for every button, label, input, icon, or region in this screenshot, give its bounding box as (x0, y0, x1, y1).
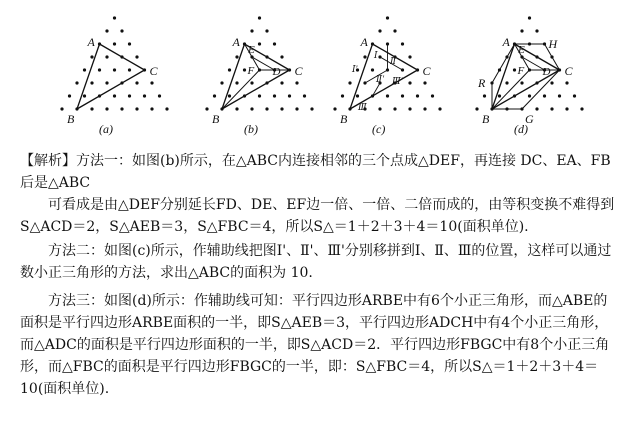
lattice-dot (113, 68, 116, 71)
lattice-dot (565, 81, 568, 84)
lattice-dot (295, 107, 298, 110)
figure-c (333, 16, 441, 136)
lattice-dot (90, 107, 93, 110)
lattice-dot (550, 81, 553, 84)
lattice-dot (120, 107, 123, 110)
lattice-dot (113, 94, 116, 97)
lattice-dot (143, 94, 146, 97)
lattice-dot (505, 81, 508, 84)
label-b: B (212, 112, 220, 126)
lattice-dot (235, 55, 238, 58)
side-ab (77, 44, 100, 109)
lattice-dot (90, 55, 93, 58)
lattice-dot (423, 81, 426, 84)
lattice-dot (280, 107, 283, 110)
mark-region-i-prime: Ⅰ' (352, 64, 358, 74)
lattice-dot (295, 81, 298, 84)
lattice-dot (408, 81, 411, 84)
lattice-dot (401, 94, 404, 97)
figure-panel (0, 0, 640, 140)
lattice-dot (250, 107, 253, 110)
lattice-dot (128, 94, 131, 97)
solution-method-three: 方法三：如图(d)所示：作辅助线可知：平行四边形ARBE中有6个小正三角形，而△ABE的面积是平行四边形ARBE面积的一半，即S△AEB＝3，平行四边形ADCH中有4个小正三角形，而△ADC的面积是平行四边形面积的一半，即S△ACD＝2．平行四边形FBGC中有8个小正三角形，而△FBC的面积是平行四边形FBGC的一半，即：S△FBC＝4，所以S△＝1＋2＋3＋4＝10(面积单位). (20, 293, 610, 397)
lattice-dot (105, 81, 108, 84)
label-b: B (482, 112, 490, 126)
label-c: C (564, 64, 573, 78)
lattice-dot (258, 42, 261, 45)
label-a: A (502, 35, 510, 49)
lattice-dot (363, 55, 366, 58)
lattice-dot (235, 107, 238, 110)
lattice-dot (513, 68, 516, 71)
label-d: D (542, 66, 551, 78)
lattice-dot (75, 81, 78, 84)
lattice-dot (416, 94, 419, 97)
lattice-dot (90, 81, 93, 84)
label-b: B (340, 112, 348, 126)
lattice-dot (68, 94, 71, 97)
lattice-dot (98, 68, 101, 71)
lattice-dot (303, 94, 306, 97)
lattice-dot (120, 29, 123, 32)
lattice-dot (165, 107, 168, 110)
figure-caption: (d) (514, 122, 528, 136)
lattice-dot (528, 16, 531, 19)
figure-d (475, 16, 583, 136)
figure-caption: (c) (372, 122, 386, 136)
label-f: F (517, 65, 525, 77)
label-f: F (247, 65, 255, 77)
lattice-dot (113, 42, 116, 45)
lattice-dot (371, 68, 374, 71)
lattice-dot (83, 94, 86, 97)
lattice-dot (386, 16, 389, 19)
mark-region-ii-prime: Ⅱ' (376, 74, 385, 84)
lattice-dot (235, 81, 238, 84)
lattice-dot (228, 94, 231, 97)
lattice-dot (423, 107, 426, 110)
lattice-dot (280, 55, 283, 58)
lattice-dot (356, 94, 359, 97)
lattice-dot (273, 94, 276, 97)
figure-caption: (b) (244, 122, 258, 136)
lattice-dot (205, 107, 208, 110)
label-c: C (149, 64, 158, 78)
label-a: A (232, 35, 240, 49)
lattice-dot (258, 16, 261, 19)
lattice-dot (393, 29, 396, 32)
lattice-dot (228, 68, 231, 71)
figure-b (205, 16, 313, 136)
figure-a (60, 16, 168, 136)
label-d: D (272, 66, 281, 78)
label-c: C (294, 64, 303, 78)
label-c: C (422, 64, 431, 78)
solution-method-one-detail: 可看成是由△DEF分别延长FD、DE、EF边一倍、一倍、二倍而成的，由等积变换不难得到S△ACD＝2，S△AEB＝3，S△FBC＝4，所以S△＝1＋2＋3＋4＝10(面积单位). (20, 197, 615, 235)
mark-region-i: Ⅰ (374, 50, 378, 60)
lattice-dot (220, 81, 223, 84)
label-a: A (87, 35, 95, 49)
lattice-dot (105, 107, 108, 110)
lattice-dot (550, 107, 553, 110)
lattice-dot (258, 94, 261, 97)
lattice-dot (528, 94, 531, 97)
lattice-dot (135, 55, 138, 58)
lattice-dot (280, 81, 283, 84)
lattice-dot (393, 107, 396, 110)
lattice-dot (265, 29, 268, 32)
lattice-dot (150, 107, 153, 110)
lattice-dot (150, 81, 153, 84)
lattice-dot (408, 107, 411, 110)
lattice-dot (250, 81, 253, 84)
lattice-dot (520, 29, 523, 32)
lattice-dot (128, 68, 131, 71)
lattice-dot (135, 81, 138, 84)
label-r: R (478, 76, 486, 90)
lattice-dot (386, 94, 389, 97)
lattice-dot (535, 107, 538, 110)
side-ab (222, 44, 245, 109)
lattice-dot (438, 107, 441, 110)
lattice-dot (273, 42, 276, 45)
lattice-dot (565, 107, 568, 110)
lattice-dot (483, 94, 486, 97)
lattice-dot (401, 42, 404, 45)
lattice-dot (348, 81, 351, 84)
solution-method-one-intro: 【解析】方法一：如图(b)所示，在△ABC内连接相邻的三个点成△DEF，再连接 DC、EA、FB后是△ABC (20, 153, 611, 191)
label-e: E (248, 44, 255, 56)
lattice-dot (113, 16, 116, 19)
lattice-dot (83, 68, 86, 71)
mark-region-iii-prime: Ⅲ' (392, 76, 403, 86)
lattice-dot (213, 94, 216, 97)
lattice-dot (310, 107, 313, 110)
lattice-dot (265, 107, 268, 110)
label-e: E (518, 44, 525, 56)
figure-caption: (a) (99, 122, 113, 136)
lattice-dot (333, 107, 336, 110)
lattice-dot (288, 94, 291, 97)
label-a: A (360, 35, 368, 49)
lattice-dot (558, 94, 561, 97)
mark-region-ii: Ⅱ (390, 56, 397, 66)
lattice-dot (408, 55, 411, 58)
parallelogram-fbgc-right (522, 70, 560, 109)
label-b: B (67, 112, 75, 126)
lattice-dot (158, 94, 161, 97)
lattice-dot (520, 81, 523, 84)
lattice-dot (573, 94, 576, 97)
solution-method-two: 方法二：如图(c)所示，作辅助线把图Ⅰ'、Ⅱ'、Ⅲ'分别移拼到Ⅰ、Ⅱ、Ⅲ的位置，这样可以通过数小正三角形的方法，求出△ABC的面积为 10. (20, 243, 612, 281)
lattice-dot (341, 94, 344, 97)
lattice-dot (135, 107, 138, 110)
side-bc (77, 70, 145, 109)
lattice-dot (250, 29, 253, 32)
side-ab (350, 44, 373, 109)
lattice-dot (378, 29, 381, 32)
lattice-dot (60, 107, 63, 110)
lattice-dot (580, 107, 583, 110)
lattice-dot (475, 107, 478, 110)
label-g: G (525, 112, 534, 126)
lattice-dot (535, 29, 538, 32)
lattice-dot (498, 94, 501, 97)
lattice-dot (105, 55, 108, 58)
lattice-dot (128, 42, 131, 45)
lattice-dot (378, 107, 381, 110)
lattice-dot (105, 29, 108, 32)
mark-region-iii: Ⅲ (358, 102, 367, 112)
lattice-dot (243, 68, 246, 71)
lattice-dot (431, 94, 434, 97)
lattice-dot (543, 94, 546, 97)
label-h: H (548, 37, 558, 51)
